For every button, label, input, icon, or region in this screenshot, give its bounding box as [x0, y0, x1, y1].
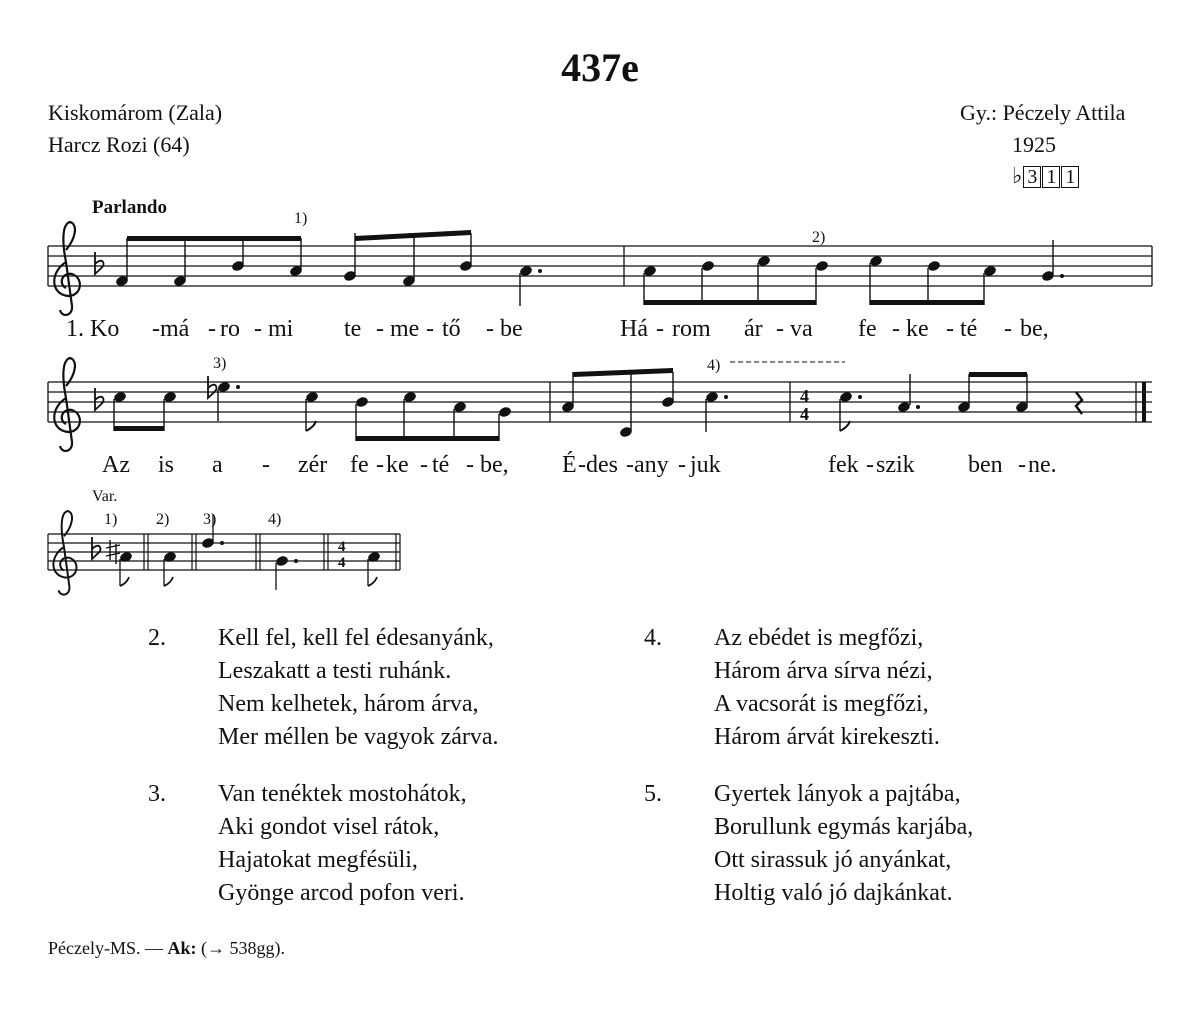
cadence-box-2: 1	[1042, 166, 1060, 188]
stanza-line: Van tenéktek mostohátok,	[218, 781, 467, 807]
variant-staff	[48, 511, 400, 595]
footer-ak-label: Ak:	[167, 938, 197, 958]
stanza-line: Aki gondot visel rátok,	[218, 814, 440, 840]
variant-mark-3: 3)	[203, 511, 217, 528]
time-sig-top: 4	[800, 386, 809, 406]
footnote-mark-4: 4)	[707, 357, 721, 374]
stanza-line: Három árvát kirekeszti.	[714, 724, 940, 750]
footnote-mark-3: 3)	[213, 355, 227, 372]
staff-1-notes	[115, 255, 1064, 288]
stanza-number: 4.	[644, 625, 662, 651]
time-sig-bottom: 4	[800, 404, 809, 424]
cadence-box-3: 1	[1061, 166, 1079, 188]
collector-label: Gy.: Péczely Attila	[960, 100, 1126, 125]
cadence-box-1: 3	[1023, 166, 1041, 188]
stanza-line: Ott sirassuk jó anyánkat,	[714, 847, 952, 873]
stanza-3	[148, 778, 588, 918]
stanza-number: 2.	[148, 625, 166, 651]
variant-mark-4: 4)	[268, 511, 282, 528]
stanza-line: Borullunk egymás karjába,	[714, 814, 974, 840]
stanza-line: Három árva sírva nézi,	[714, 658, 933, 684]
stanza-line: Az ebédet is megfőzi,	[714, 625, 924, 651]
svg-text:4: 4	[338, 555, 346, 571]
variant-mark-2: 2)	[156, 511, 170, 528]
stanza-line: Hajatokat megfésüli,	[218, 847, 418, 873]
lyric-line-1: 1. Ko - má - ro - mi te - me - tő - be Há - rom ár - va fe - ke - té - be,	[66, 316, 1049, 342]
singer-label: Harcz Rozi (64)	[48, 132, 190, 157]
variant-label: Var.	[92, 488, 118, 505]
variant-mark-1: 1)	[104, 511, 118, 528]
tempo-marking: Parlando	[92, 197, 167, 218]
stanza-line: Gyönge arcod pofon veri.	[218, 880, 465, 906]
cadence-flat: ♭	[1012, 163, 1023, 188]
footnote-mark-2: 2)	[812, 229, 826, 246]
staff-1	[48, 222, 1152, 315]
year-label: 1925	[1012, 132, 1056, 157]
stanza-number: 5.	[644, 781, 662, 807]
song-number: 437e	[561, 45, 639, 90]
svg-text:4: 4	[338, 539, 346, 555]
footer-note	[48, 938, 285, 959]
stanza-line: A vacsorát is megfőzi,	[714, 691, 929, 717]
stanza-number: 3.	[148, 781, 166, 807]
place-label: Kiskomárom (Zala)	[48, 100, 223, 125]
stanza-line: Gyertek lányok a pajtába,	[714, 781, 961, 807]
stanza-line: Leszakatt a testi ruhánk.	[218, 658, 452, 684]
stanza-line: Nem kelhetek, három árva,	[218, 691, 479, 717]
staff-2	[48, 358, 1152, 451]
footnote-mark-1: 1)	[294, 210, 308, 227]
stanza-4	[644, 622, 1084, 762]
stanza-line: Kell fel, kell fel édesanyánk,	[218, 625, 494, 651]
stanza-5	[644, 778, 1084, 918]
staff-2-notes	[113, 376, 1029, 438]
lyric-line-2: Az is a - zér fe - ke - té - be, É - des - any - juk fek - szik ben - ne.	[102, 452, 1057, 478]
footer-source: Péczely-MS. —	[48, 938, 163, 958]
footer-ak-ref: (→ 538gg).	[201, 938, 285, 958]
stanza-2	[148, 622, 588, 762]
stanza-line: Holtig való jó dajkánkat.	[714, 880, 953, 906]
stanza-line: Mer méllen be vagyok zárva.	[218, 724, 499, 750]
